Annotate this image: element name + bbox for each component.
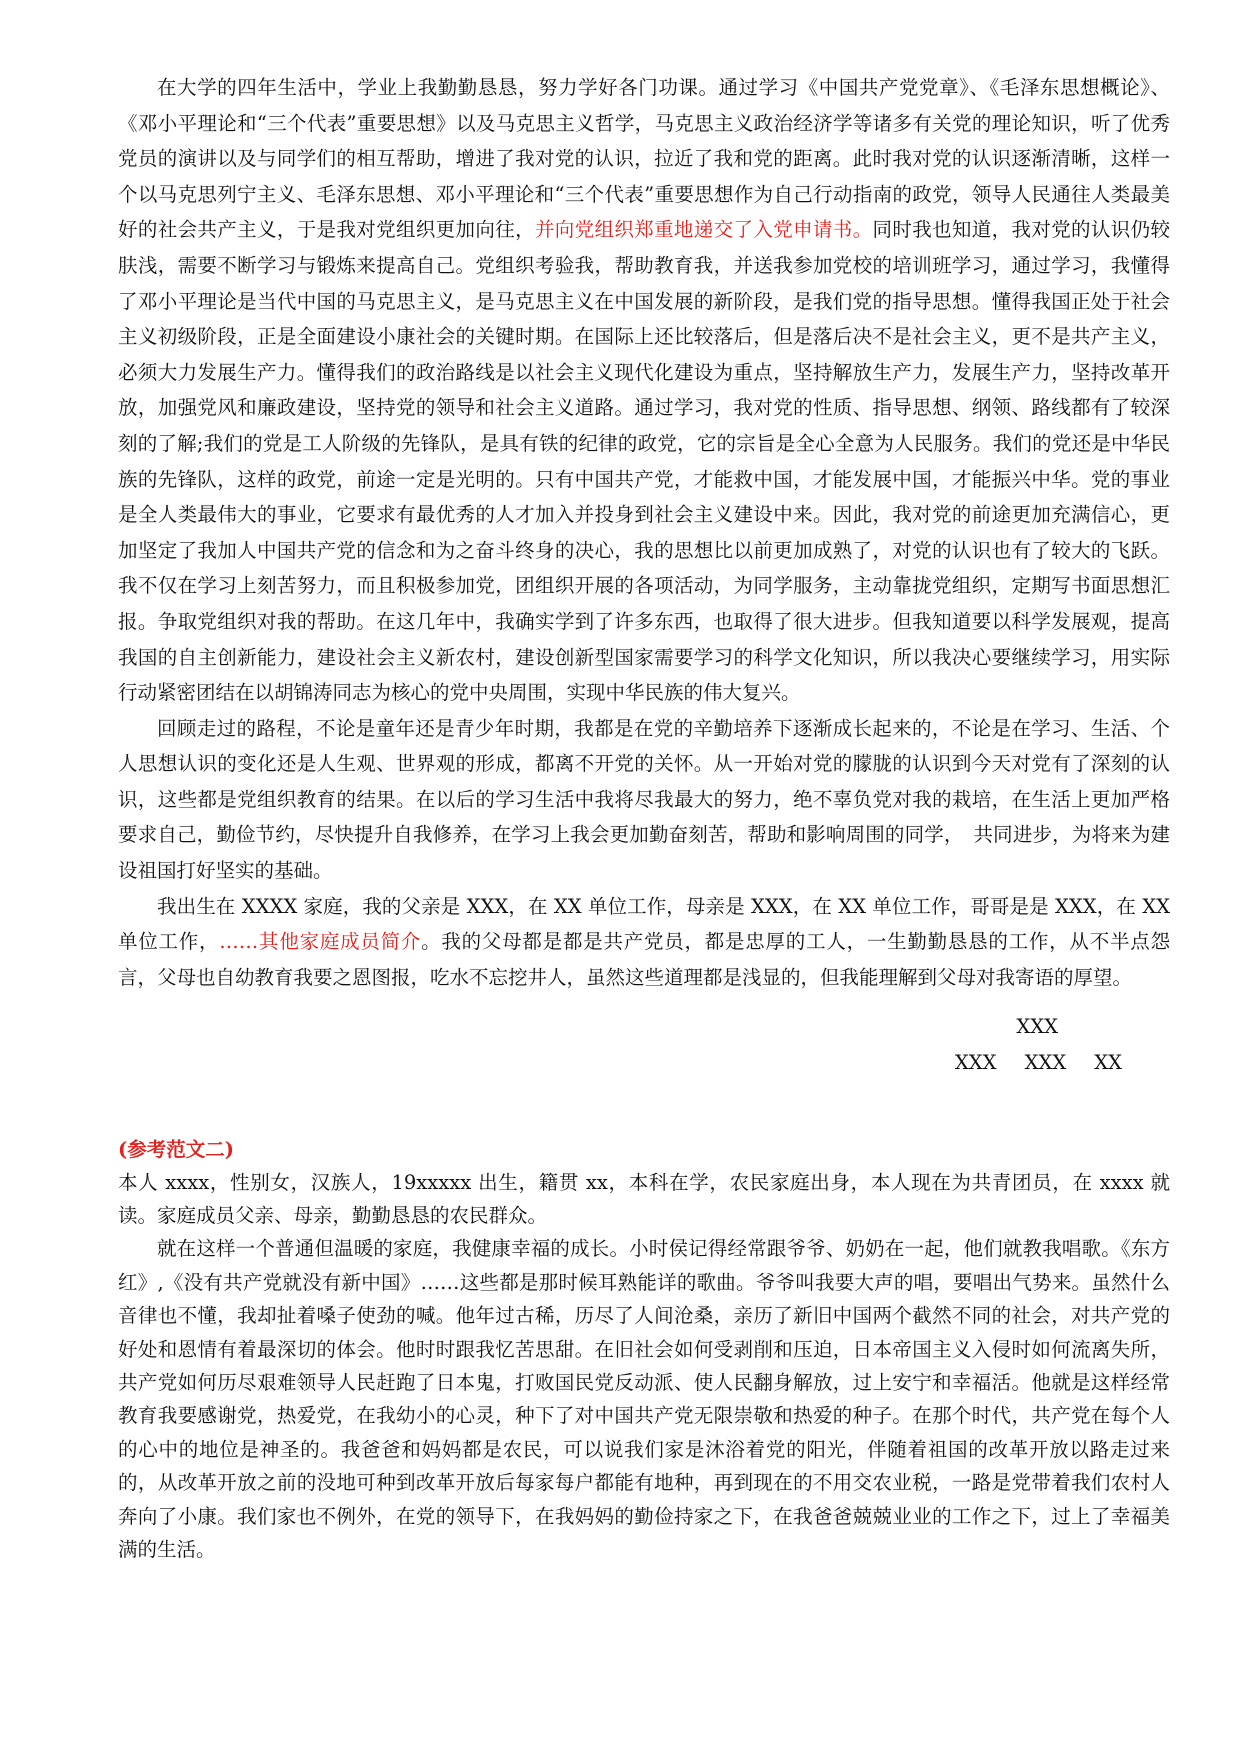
signature-date	[118, 1045, 1170, 1081]
paragraph-1	[118, 70, 1170, 711]
paragraph-2: 回顾走过的路程，不论是童年还是青少年时期，我都是在党的辛勤培养下逐渐成长起来的，不论是在学习、生活、个人思想认识的变化还是人生观、世界观的形成，都离不开党的关怀。从一开始对党的朦胧的认识到今天对党有了深刻的认识，这些都是党组织教育的结果。在以后的学习生活中我将尽我最大的努力，绝不辜负党对我的栽培，在生活上更加严格要求自己，勤俭节约，尽快提升自我修养，在学习上我会更加勤奋刻苦，帮助和影响周围的同学， 共同进步，为将来为建设祖国打好坚实的基础。	[118, 716, 1170, 883]
document-page	[118, 70, 1170, 1567]
date-month: XXX	[1024, 1051, 1067, 1075]
section-2-paragraph-1: 本人 xxxx，性别女，汉族人，19xxxxx 出生，籍贯 xx，本科在学，农民家庭出身，本人现在为共青团员，在 xxxx 就读。家庭成员父亲、母亲，勤勤恳恳的农民群众。	[118, 1170, 1170, 1228]
paragraph-3-text-a: 我出生在 XXXX 家庭，我的父亲是 XXX，在 XX 单位工作，母亲是 XXX，在 XX 单位工作，哥哥是是 XXX，在 XX 单位工作，	[118, 894, 1170, 954]
section-2-paragraph-2: 就在这样一个普通但温暖的家庭，我健康幸福的成长。小时侯记得经常跟爷爷、奶奶在一起，他们就教我唱歌。《东方红》,《没有共产党就没有新中国》……这些都是那时候耳熟能详的歌曲。爷爷叫我要大声的唱，要唱出气势来。虽然什么音律也不懂，我却扯着嗓子使劲的喊。他年过古稀，历尽了人间沧桑，亲历了新旧中国两个截然不同的社会，对共产党的好处和恩情有着最深切的体会。他时时跟我忆苦思甜。在旧社会如何受剥削和压迫，日本帝国主义入侵时如何流离失所，共产党如何历尽艰难领导人民赶跑了日本鬼，打败国民党反动派、使人民翻身解放，过上安宁和幸福活。他就是这样经常教育我要感谢党，热爱党，在我幼小的心灵，种下了对中国共产党无限崇敬和热爱的种子。在那个时代，共产党在每个人的心中的地位是神圣的。我爸爸和妈妈都是农民，可以说我们家是沐浴着党的阳光，伴随着祖国的改革开放以路走过来的，从改革开放之前的没地可种到改革开放后每家每户都能有地种，再到现在的不用交农业税，一路是党带着我们农村人奔向了小康。我们家也不例外，在党的领导下，在我妈妈的勤俭持家之下，在我爸爸兢兢业业的工作之下，过上了幸福美满的生活。	[118, 1237, 1170, 1562]
paragraph-1-text-b: 同时我也知道，我对党的认识仍较肤浅，需要不断学习与锻炼来提高自己。党组织考验我，帮助教育我，并送我参加党校的培训班学习，通过学习，我懂得了邓小平理论是当代中国的马克思主义，是马克思主义在中国发展的新阶段，是我们党的指导思想。懂得我国正处于社会主义初级阶段，正是全面建设小康社会的关键时期。在国际上还比较落后，但是落后决不是社会主义，更不是共产主义，必须大力发展生产力。懂得我们的政治路线是以社会主义现代化建设为重点，坚持解放生产力，发展生产力，坚持改革开放，加强党风和廉政建设，坚持党的领导和社会主义道路。通过学习，我对党的性质、指导思想、纲领、路线都有了较深刻的了解;我们的党是工人阶级的先锋队，是具有铁的纪律的政党，它的宗旨是全心全意为人民服务。我们的党还是中华民族的先锋队，这样的政党，前途一定是光明的。只有中国共产党，才能救中国，才能发展中国，才能振兴中华。党的事业是全人类最伟大的事业，它要求有最优秀的人才加入并投身到社会主义建设中来。因此，我对党的前途更加充满信心，更加坚定了我加人中国共产党的信念和为之奋斗终身的决心，我的思想比以前更加成熟了，对党的认识也有了较大的飞跃。我不仅在学习上刻苦努力，而且积极参加党，团组织开展的各项活动，为同学服务，主动靠拢党组织，定期写书面思想汇报。争取党组织对我的帮助。在这几年中，我确实学到了许多东西，也取得了很大进步。但我知道要以科学发展观，提高我国的自主创新能力，建设社会主义新农村，建设创新型国家需要学习的科学文化知识，所以我决心要继续学习，用实际行动紧密团结在以胡锦涛同志为核心的党中央周围，实现中华民族的伟大复兴。	[118, 218, 1170, 705]
paragraph-1-text-a: 在大学的四年生活中，学业上我勤勤恳恳，努力学好各门功课。通过学习《中国共产党党章》、《毛泽东思想概论》、《邓小平理论和“三个代表”重要思想》以及马克思主义哲学，马克思主义政治经济学等诸多有关党的理论知识，听了优秀党员的演讲以及与同学们的相互帮助，增进了我对党的认识，拉近了我和党的距离。此时我对党的认识逐渐清晰，这样一个以马克思列宁主义、毛泽东思想、邓小平理论和“三个代表”重要思想作为自己行动指南的政党，领导人民通往人类最美好的社会共产主义，于是我对党组织更加向往，	[118, 76, 1170, 242]
highlight-family-intro: ……其他家庭成员简介	[219, 930, 422, 954]
date-year: XXX	[954, 1051, 997, 1075]
section-2-title: (参考范文二)	[118, 1137, 234, 1161]
essay-section-2	[118, 1166, 1170, 1567]
paragraph-3	[118, 889, 1170, 996]
highlight-application: 并向党组织郑重地递交了入党申请书。	[534, 218, 873, 242]
signature-block	[118, 1009, 1170, 1080]
essay-section-1	[118, 70, 1170, 1081]
date-day: XX	[1094, 1051, 1122, 1075]
signature-name: XXX	[1016, 1015, 1058, 1039]
paragraph-3-text-b: 。我的父母都是都是共产党员，都是忠厚的工人，一生勤勤恳恳的工作，从不半点怨言，父母也自幼教育我要之恩图报，吃水不忘挖井人，虽然这些道理都是浅显的，但我能理解到父母对我寄语的厚望。	[118, 930, 1170, 989]
